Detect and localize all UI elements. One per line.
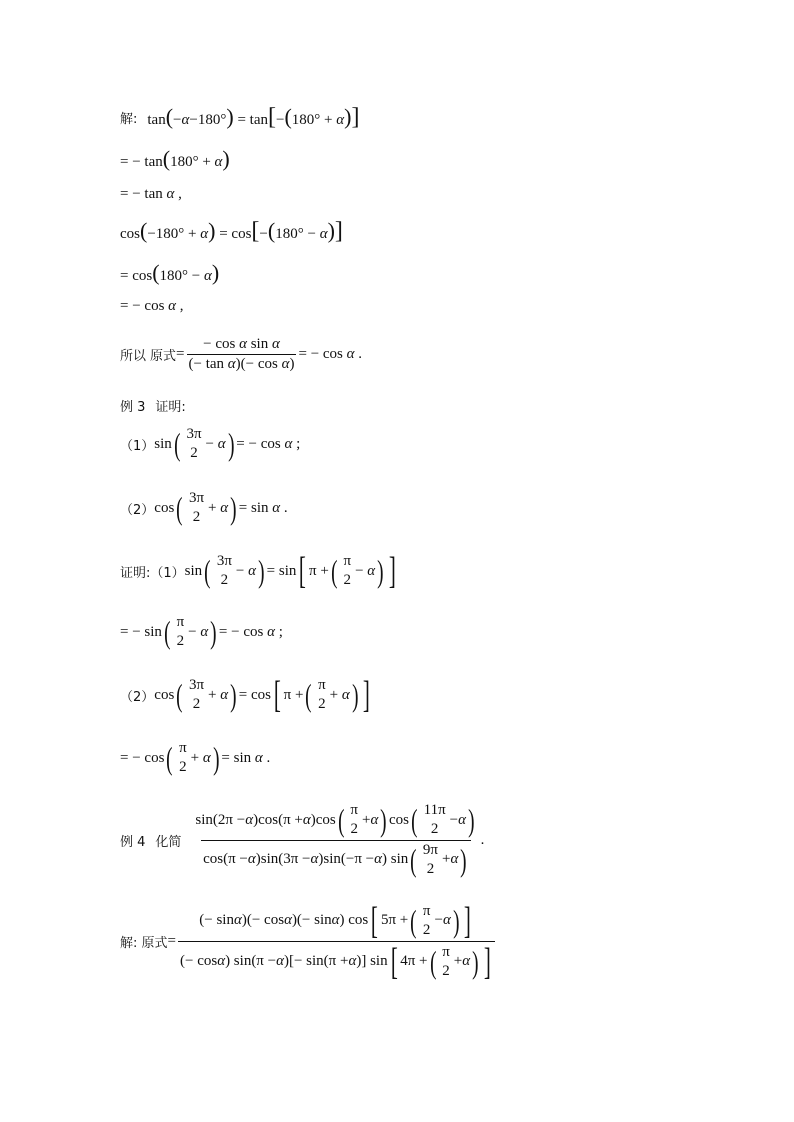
- eq-line-5: [120, 260, 219, 286]
- label-li3: 例 3: [120, 400, 146, 415]
- label-jie: 解:: [120, 112, 138, 127]
- example-3-heading: [120, 396, 186, 415]
- fraction: 3π 2: [188, 676, 205, 712]
- example-4: 例 4 化简 sin(2π − α )cos(π + α )cos ( π 2 + α ) cos ( 11π 2 − α ) cos(π − α )sin(3π − α )sin(−π − α ) sin ( 9π 2 + α ) .: [120, 802, 485, 878]
- math-expr: = cos(180° − α): [120, 260, 220, 285]
- example-3-part-2: （2） cos ( 3π 2 + α ) = sin α .: [120, 490, 288, 527]
- label-p2: （2）: [120, 502, 155, 518]
- label-yuanshi: 原式: [150, 349, 177, 365]
- math-expr: = − tan α ,: [120, 186, 182, 202]
- label-zhengming-prefix: 证明:: [120, 565, 151, 581]
- proof-2-line-b: = − cos ( π 2 + α ) = sin α .: [120, 740, 271, 777]
- fraction: sin(2π − α )cos(π + α )cos ( π 2 + α ) cos ( 11π 2 − α ) cos(π − α )sin(3π − α )sin(−π − α ) sin ( 9π 2 + α ): [195, 802, 475, 878]
- fraction: 3π 2: [186, 426, 202, 462]
- label-huajian: 化简: [155, 834, 182, 850]
- fraction: 3π 2: [188, 490, 205, 526]
- math-expr: = − tan(180° + α): [120, 146, 230, 171]
- eq-line-1: [120, 104, 359, 131]
- fraction: π 2: [179, 740, 187, 776]
- fraction: $\frac{\text{− cos α sin α}}{\text{(− tan α)(− cos α)}}$: [188, 336, 295, 373]
- math-expr: cos(−180° + α) = cos[−(180° − α)]: [120, 218, 343, 244]
- math-expr: tan(−α−180°) = tan[−(180° + α)]: [147, 104, 360, 130]
- math-expr: = − cos α ,: [120, 298, 184, 314]
- label-li4: 例 4: [120, 834, 146, 850]
- eq-line-2: [120, 146, 230, 172]
- label-jie-yuanshi: 解: 原式: [120, 936, 168, 951]
- eq-line-6: [120, 298, 184, 315]
- proof-2-line-a: （2） cos ( 3π 2 + α ) = cos [ π + ( π 2 + α ) ]: [120, 674, 371, 716]
- label-p1: （1）: [120, 438, 155, 454]
- eq-line-4: [120, 218, 343, 245]
- proof-1-line-b: = − sin ( π 2 − α ) = − cos α ;: [120, 614, 283, 651]
- eq-line-3: [120, 186, 182, 203]
- fraction: π 2: [176, 614, 185, 650]
- label-zhengming: 证明:: [155, 400, 186, 415]
- eq-line-7: 所以 原式 = $\frac{\text{− cos α sin α}}{\text{(− tan α)(− cos α)}}$ = − cos α .: [120, 336, 363, 373]
- example-3-part-1: （1） sin ( 3π 2 − α ) = − cos α ;: [120, 426, 301, 463]
- fraction: π 2: [343, 552, 352, 588]
- solution-4: 解: 原式 = (− sin α )(− cos α )(− sin α ) cos [ 5π + ( π 2 − α ) ] (− cos α ) sin(π − α )[− sin(π + α )] sin [ 4π + ( π 2 + α ) ]: [120, 902, 497, 981]
- fraction: π 2: [318, 676, 326, 712]
- fraction: 3π 2: [216, 552, 232, 588]
- proof-1-line-a: 证明: （1） sin ( 3π 2 − α ) = sin [ π + ( π 2 − α ) ]: [120, 550, 396, 592]
- label-suoyi: 所以: [120, 349, 147, 365]
- fraction: (− sin α )(− cos α )(− sin α ) cos [ 5π + ( π 2 − α ) ] (− cos α ) sin(π − α )[− sin(π + α )] sin [ 4π + ( π 2 + α ) ]: [178, 902, 495, 981]
